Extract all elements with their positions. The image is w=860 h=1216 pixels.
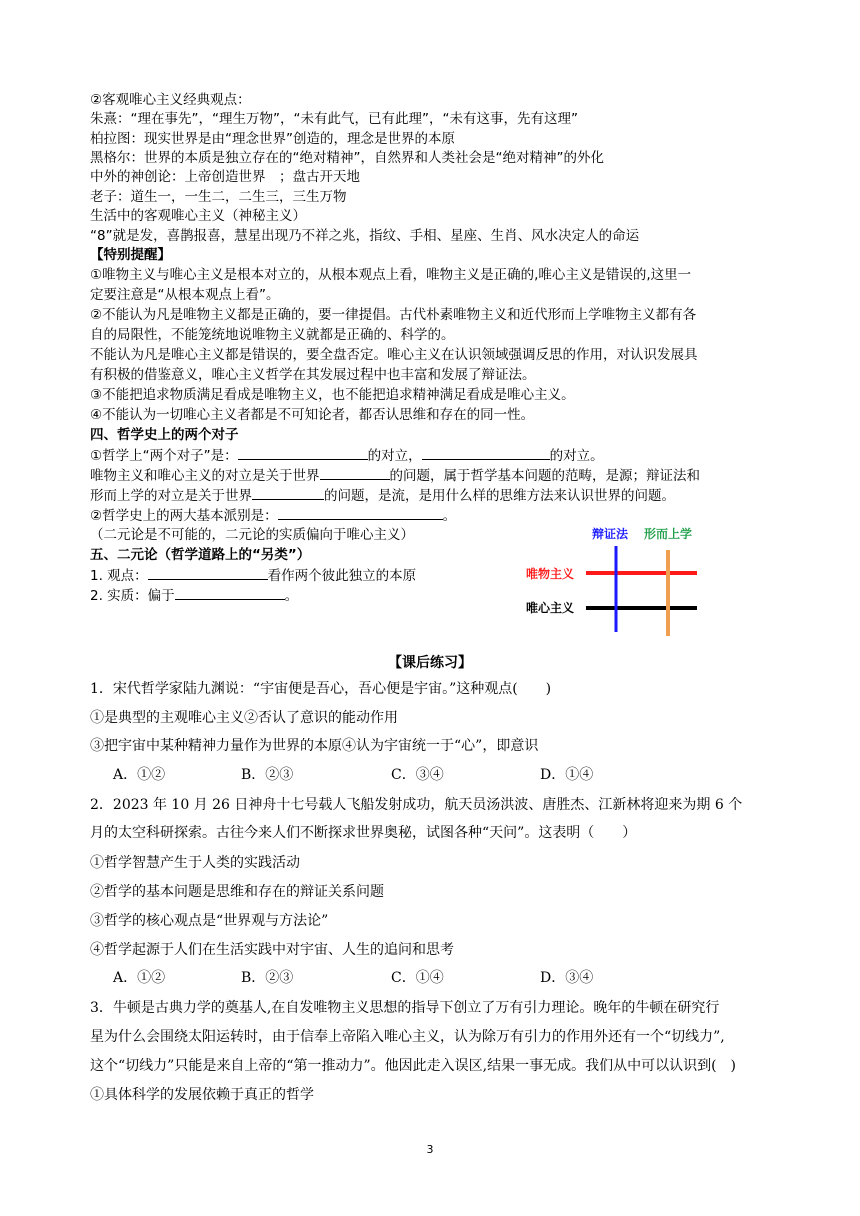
option-b[interactable]: B．②③ <box>241 970 294 986</box>
option-c[interactable]: C．③④ <box>391 767 444 783</box>
question-2: 2．2023 年 10 月 26 日神舟十七号载人飞船发射成功，航天员汤洪波、唐胜杰、江新林将迎来为期 6 个 <box>90 797 743 813</box>
option-a[interactable]: A．①② <box>113 767 166 783</box>
answer-blank[interactable] <box>148 566 268 580</box>
reminder-line: ②不能认为凡是唯物主义都是正确的，要一律提倡。古代朴素唯物主义和近代形而上学唯物主义都有各 <box>90 307 697 323</box>
reminder-line: ④不能认为一切唯心主义者都是不可知论者，都否认思维和存在的同一性。 <box>90 407 535 423</box>
note-line: 柏拉图：现实世界是由“理念世界”创造的，理念是世界的本原 <box>90 131 455 147</box>
note-line: ②客观唯心主义经典观点： <box>90 92 251 108</box>
fill-text: 。 <box>442 508 457 524</box>
reminder-line: 定要注意是“从根本观点上看”。 <box>90 287 280 303</box>
question-2: 月的太空科研探索。古往今来人们不断探求世界奥秘，试图各种“天问”。这表明（ ） <box>90 825 637 841</box>
statement: ①是典型的主观唯心主义②否认了意识的能动作用 <box>90 710 398 726</box>
section-heading-5: 五、二元论（哲学道路上的“另类”） <box>90 547 311 563</box>
fill-text: 的对立， <box>367 448 422 464</box>
fill-text: ②哲学史上的两大基本派别是： <box>90 508 278 524</box>
statement: ③把宇宙中某种精神力量作为世界的本原④认为宇宙统一于“心”，即意识 <box>90 738 539 754</box>
fill-line <box>90 486 675 506</box>
page-number: 3 <box>426 1143 434 1156</box>
note-line: “8”就是发，喜鹊报喜，慧星出现乃不祥之兆，指纹、手相、星座、生肖、风水决定人的命运 <box>90 228 640 244</box>
label-dialectics: 辩证法 <box>592 527 629 541</box>
option-b[interactable]: B．②③ <box>241 767 294 783</box>
option-d[interactable]: D．③④ <box>540 970 594 986</box>
note-line: （二元论是不可能的，二元论的实质偏向于唯心主义） <box>90 527 414 543</box>
fill-text: 的对立。 <box>549 448 604 464</box>
label-idealism: 唯心主义 <box>526 601 575 615</box>
question-3: 星为什么会围绕太阳运转时，由于信奉上帝陷入唯心主义，认为除万有引力的作用外还有一个“切线力”, <box>90 1029 725 1045</box>
fill-text: 形而上学的对立是关于世界 <box>90 488 252 504</box>
option-d[interactable]: D．①④ <box>540 767 594 783</box>
statement: ②哲学的基本问题是思维和存在的辩证关系问题 <box>90 884 384 900</box>
note-line: 中外的神创论：上帝创造世界 ；盘古开天地 <box>90 169 360 185</box>
reminder-line: 有积极的借鉴意义，唯心主义哲学在其发展过程中也丰富和发展了辩证法。 <box>90 367 536 383</box>
reminder-line: ①唯物主义与唯心主义是根本对立的，从根本观点上看，唯物主义是正确的,唯心主义是错误的,这里一 <box>90 267 692 283</box>
fill-line <box>90 466 700 486</box>
philosophy-pairs-diagram <box>520 520 710 640</box>
answer-blank[interactable] <box>278 506 443 520</box>
statement: ④哲学起源于人们在生活实践中对宇宙、人生的追问和思考 <box>90 942 454 958</box>
fill-text: 。 <box>284 588 299 604</box>
note-line: 老子：道生一，一生二，二生三，三生万物 <box>90 189 347 205</box>
fill-text: 看作两个彼此独立的本原 <box>267 568 417 584</box>
label-materialism: 唯物主义 <box>526 567 575 581</box>
question-3: 3．牛顿是古典力学的奠基人,在自发唯物主义思想的指导下创立了万有引力理论。晚年的牛顿在研究行 <box>90 1000 720 1016</box>
fill-text: 的问题，属于哲学基本问题的范畴，是源；辩证法和 <box>389 468 700 484</box>
option-c[interactable]: C．①④ <box>391 970 444 986</box>
label-metaphysics: 形而上学 <box>644 527 693 541</box>
fill-text: 的问题，是流，是用什么样的思维方法来认识世界的问题。 <box>324 488 675 504</box>
fill-line <box>90 586 298 606</box>
reminder-heading: 【特别提醒】 <box>90 247 171 263</box>
statement: ③哲学的核心观点是“世界观与方法论” <box>90 913 329 929</box>
reminder-line: 自的局限性，不能笼统地说唯物主义就都是正确的、科学的。 <box>90 327 455 343</box>
fill-line <box>90 446 604 466</box>
question-3: 这个“切线力”只能是来自上帝的“第一推动力”。他因此走入误区,结果一事无成。我们从中可以认识到( ) <box>90 1058 737 1074</box>
reminder-line: 不能认为凡是唯心主义都是错误的，要全盘否定。唯心主义在认识领域强调反思的作用，对认识发展具 <box>90 347 698 363</box>
note-line: 生活中的客观唯心主义（神秘主义） <box>90 208 306 224</box>
fill-text: 1. 观点： <box>90 568 148 584</box>
reminder-line: ③不能把追求物质满足看成是唯物主义，也不能把追求精神满足看成是唯心主义。 <box>90 387 575 403</box>
answer-blank[interactable] <box>238 446 368 460</box>
answer-blank[interactable] <box>252 486 324 500</box>
fill-line <box>90 566 416 586</box>
note-line: 朱熹：“理在事先”，“理生万物”，“未有此气，已有此理”，“未有这事，先有这理” <box>90 111 578 127</box>
question-1: 1．宋代哲学家陆九渊说：“宇宙便是吾心，吾心便是宇宙。”这种观点( ) <box>90 681 552 697</box>
fill-text: ①哲学上“两个对子”是： <box>90 448 238 464</box>
answer-blank[interactable] <box>422 446 550 460</box>
note-line: 黑格尔：世界的本质是独立存在的“绝对精神”，自然界和人类社会是“绝对精神”的外化 <box>90 150 604 166</box>
fill-text: 2. 实质：偏于 <box>90 588 175 604</box>
section-heading-4: 四、哲学史上的两个对子 <box>90 427 239 443</box>
statement: ①具体科学的发展依赖于真正的哲学 <box>90 1087 314 1103</box>
option-a[interactable]: A．①② <box>113 970 166 986</box>
fill-text: 唯物主义和唯心主义的对立是关于世界 <box>90 468 320 484</box>
exercise-title: 【课后练习】 <box>388 655 472 671</box>
fill-line <box>90 506 456 526</box>
answer-blank[interactable] <box>175 586 285 600</box>
statement: ①哲学智慧产生于人类的实践活动 <box>90 855 300 871</box>
answer-blank[interactable] <box>320 466 390 480</box>
